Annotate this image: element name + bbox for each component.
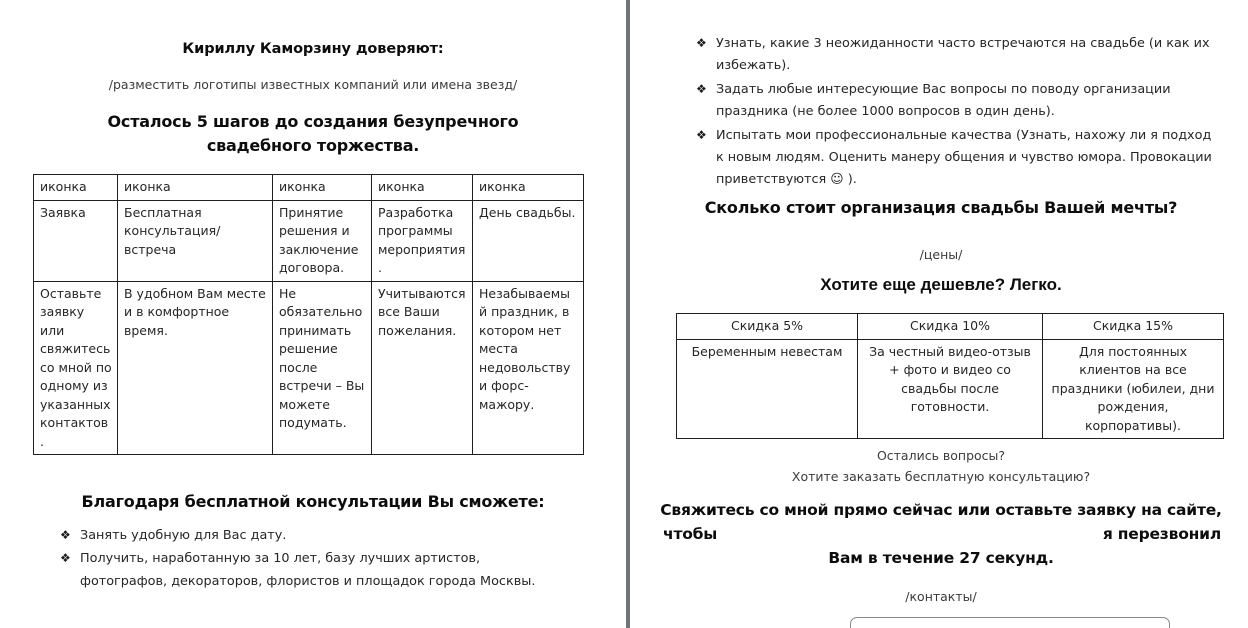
steps-title-cell-2: Бесплатная консультация/встреча <box>118 200 273 281</box>
discount-cell-1: Беременным невестам <box>677 339 858 439</box>
steps-table <box>33 174 584 455</box>
cta-line-2-left: чтобы <box>663 525 718 544</box>
list-item-label: Получить, наработанную за 10 лет, базу лучших артистов, фотографов, декораторов, флористов и площадок города Москвы. <box>80 551 536 589</box>
cta-line-2-right: я перезвонил <box>1102 525 1221 544</box>
contacts-placeholder-note: /контакты/ <box>905 589 977 604</box>
table-row-conditions <box>677 339 1224 439</box>
table-row-titles <box>34 200 584 281</box>
consultation-benefits-list <box>60 525 560 594</box>
document-page-right <box>631 0 1248 628</box>
steps-icon-cell-4: иконка <box>372 175 473 201</box>
steps-detail-cell-4: Учитываются все Ваши пожелания. <box>372 281 473 455</box>
steps-icon-cell-5: иконка <box>473 175 584 201</box>
steps-icon-cell-2: иконка <box>118 175 273 201</box>
list-item-label: Узнать, какие 3 неожиданности часто встречаются на свадьбе (и как их избежать). <box>716 36 1210 74</box>
diamond-bullet-icon: ❖ <box>60 551 71 566</box>
contacts-rounded-box <box>850 617 1170 628</box>
list-item-label: Испытать мои профессиональные качества (Узнать, нахожу ли я подход к новым людям. Оценить манеру общения и чувство юмора. Провокации приветствуются ☺ ). <box>716 127 1212 188</box>
steps-title-cell-4: Разработка программы мероприятия. <box>372 200 473 281</box>
cta-line-1: Свяжитесь со мной прямо сейчас или оставьте заявку на сайте, <box>660 501 1222 519</box>
discount-cell-2: За честный видео-отзыв + фото и видео со свадьбы после готовности. <box>858 339 1043 439</box>
discount-header-cell-1: Скидка 5% <box>677 314 858 340</box>
list-item <box>696 33 1216 78</box>
steps-title-cell-5: День свадьбы. <box>473 200 584 281</box>
cta-block <box>653 498 1229 570</box>
benefits-list <box>696 33 1216 193</box>
list-item <box>60 548 560 593</box>
diamond-bullet-icon: ❖ <box>696 127 707 142</box>
steps-detail-cell-1: Оставьте заявку или свяжитесь со мной по одному из указанных контактов . <box>34 281 118 455</box>
cheaper-heading: Хотите еще дешевле? Легко. <box>820 275 1062 294</box>
list-item-label: Занять удобную для Вас дату. <box>80 528 287 543</box>
steps-title-cell-1: Заявка <box>34 200 118 281</box>
list-item-label: Задать любые интересующие Вас вопросы по поводу организации праздника (не более 1000 вопросов в один день). <box>716 81 1171 120</box>
list-item <box>696 79 1216 124</box>
consultation-heading: Благодаря бесплатной консультации Вы сможете: <box>81 492 545 511</box>
diamond-bullet-icon: ❖ <box>696 36 707 50</box>
table-row-details <box>34 281 584 455</box>
steps-icon-cell-3: иконка <box>273 175 372 201</box>
discount-cell-3: Для постоянных клиентов на все праздники (юбилеи, дни рождения, корпоративы). <box>1043 339 1224 439</box>
discount-table <box>676 313 1224 439</box>
diamond-bullet-icon: ❖ <box>696 81 707 96</box>
price-placeholder-note: /цены/ <box>919 247 963 262</box>
trust-placeholder-note: /разместить логотипы известных компаний или имена звезд/ <box>108 77 518 92</box>
cta-line-2 <box>653 522 1229 546</box>
questions-line-1: Остались вопросы? <box>876 448 1006 463</box>
list-item <box>60 525 560 547</box>
cta-line-3: Вам в течение 27 секунд. <box>828 549 1054 568</box>
questions-line-2: Хотите заказать бесплатную консультацию? <box>791 469 1091 485</box>
page-divider <box>626 0 630 628</box>
questions-block <box>661 445 1221 488</box>
steps-title-cell-3: Принятие решения и заключение договора. <box>273 200 372 281</box>
steps-icon-cell-1: иконка <box>34 175 118 201</box>
diamond-bullet-icon: ❖ <box>60 528 71 542</box>
price-heading: Сколько стоит организация свадьбы Вашей мечты? <box>704 198 1178 217</box>
table-row-icons <box>34 175 584 201</box>
table-row-header <box>677 314 1224 340</box>
list-item <box>696 125 1216 192</box>
discount-header-cell-3: Скидка 15% <box>1043 314 1224 340</box>
trust-heading: Кириллу Каморзину доверяют: <box>182 41 444 57</box>
steps-detail-cell-2: В удобном Вам месте и в комфортное время. <box>118 281 273 455</box>
discount-header-cell-2: Скидка 10% <box>858 314 1043 340</box>
steps-detail-cell-5: Незабываемый праздник, в котором нет места недовольству и форс-мажору. <box>473 281 584 455</box>
steps-detail-cell-3: Не обязательно принимать решение после встречи – Вы можете подумать. <box>273 281 372 455</box>
steps-heading: Осталось 5 шагов до создания безупречного свадебного торжества. <box>107 112 519 155</box>
